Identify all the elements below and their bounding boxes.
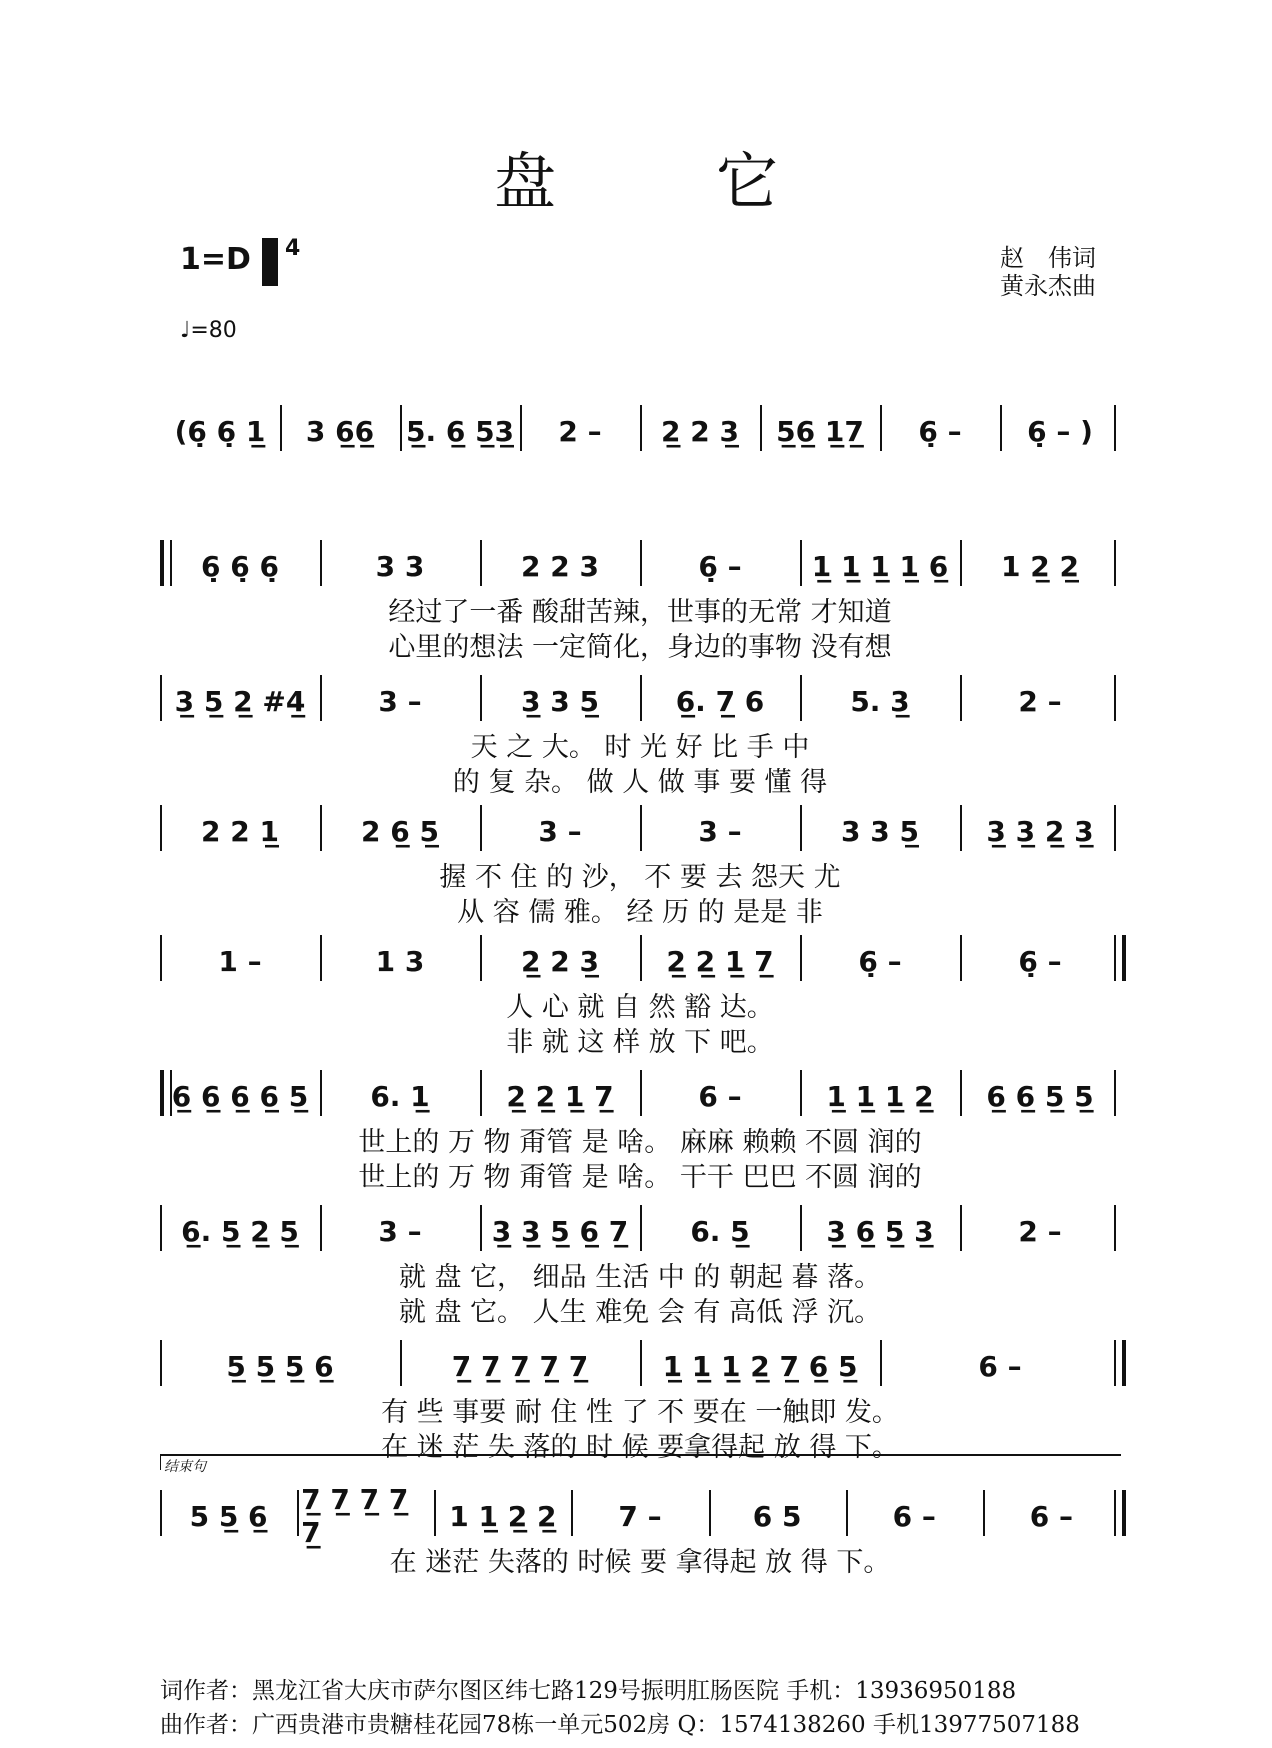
bar-line	[640, 1070, 642, 1116]
bar-line	[160, 1205, 162, 1251]
bar-line	[160, 1340, 162, 1386]
measure: 6̣ –	[698, 549, 742, 583]
measure: 6 –	[698, 1079, 742, 1113]
lyric-line: 的 复 杂。 做 人 做 事 要 懂 得	[452, 767, 828, 798]
measure: 2̲ 2̲ 1̲ 7̲	[506, 1079, 614, 1113]
measure: 6. 5̲	[690, 1214, 750, 1248]
lyric-line: 经过了一番 酸甜苦辣，世事的无常 才知道	[388, 597, 892, 628]
lyric-line: 从 容 儒 雅。 经 历 的 是是 非	[457, 897, 823, 928]
bar-line	[960, 1205, 962, 1251]
bar-line	[880, 405, 882, 451]
measure: 6̣ – )	[1027, 414, 1093, 448]
lyric-line: 就 盘 它。 人生 难免 会 有 高低 浮 沉。	[398, 1297, 882, 1328]
score-row	[0, 405, 1272, 535]
measure: 1̲ 1̲ 1̲ 1̲ 6̲	[811, 549, 949, 583]
bar-line	[640, 935, 642, 981]
lyricist-credit: 赵 伟词	[1000, 244, 1096, 272]
bar-line	[320, 935, 322, 981]
bar-line	[280, 405, 282, 451]
measure: 7̲ 7̲ 7̲ 7̲ 7̲	[451, 1349, 589, 1383]
coda-label: 结束句	[164, 1459, 206, 1475]
bar-line	[160, 805, 162, 851]
tempo-marking: ♩=80	[180, 318, 237, 343]
bar-line	[800, 540, 802, 586]
bar-line	[800, 675, 802, 721]
bar-line	[846, 1490, 848, 1536]
measure: 3̲ 3̲ 5̲ 6̲ 7̲	[491, 1214, 629, 1248]
measure: 1 1̲ 2̲ 2̲	[449, 1499, 557, 1533]
measure: 6̲. 5̲ 2̲ 5̲	[181, 1214, 299, 1248]
measure: 3 –	[538, 814, 582, 848]
measure: 5̲6̲ 1̲7̲	[776, 414, 864, 448]
bar-line	[960, 805, 962, 851]
bar-line	[800, 1205, 802, 1251]
measure: 5̲ 5̲ 5̲ 6̲	[226, 1349, 334, 1383]
measure: 1 3	[375, 944, 425, 978]
measure: 6 –	[892, 1499, 936, 1533]
song-title: 盘它	[493, 145, 938, 218]
composer-credit: 黄永杰曲	[1000, 272, 1096, 300]
bar-line	[1000, 405, 1002, 451]
measure: 6̲ 6̲ 5̲ 5̲	[986, 1079, 1094, 1113]
bar-line	[640, 1340, 642, 1386]
lyric-line: 非 就 这 样 放 下 吧。	[506, 1027, 774, 1058]
score-row	[0, 1205, 1272, 1335]
lyric-line: 天 之 大。 时 光 好 比 手 中	[470, 732, 810, 763]
bar-line	[297, 1490, 299, 1536]
score-row	[0, 805, 1272, 935]
measure: 6 –	[1029, 1499, 1074, 1533]
bar-line	[320, 1070, 322, 1116]
measure: 3 6̲6̲	[305, 414, 375, 448]
score-row	[0, 540, 1272, 670]
bar-line	[960, 935, 962, 981]
measure: 1̲ 1̲ 1̲ 2̲	[826, 1079, 934, 1113]
measure: 2 –	[1018, 684, 1062, 718]
lyric-line: 握 不 住 的 沙， 不 要 去 怨天 尤	[439, 862, 841, 893]
bar-line	[800, 1070, 802, 1116]
measure: 2 –	[1018, 1214, 1062, 1248]
lyric-line: 有 些 事要 耐 住 性 了 不 要在 一触即 发。	[381, 1397, 899, 1428]
lyric-line: 世上的 万 物 甭管 是 啥。 麻麻 赖赖 不圆 润的	[358, 1127, 922, 1158]
measure: 3 3 5̲	[841, 814, 919, 848]
measure: 2 2 3	[521, 549, 599, 583]
measure: 3̲ 6̲ 5̲ 3̲	[826, 1214, 934, 1248]
bar-line	[480, 1205, 482, 1251]
bar-line	[960, 675, 962, 721]
measure: 6̲. 7̲ 6	[675, 684, 765, 718]
key-signature: 1=D	[180, 242, 251, 277]
bar-line	[320, 805, 322, 851]
lyric-line: 在 迷茫 失落的 时候 要 拿得起 放 得 下。	[389, 1547, 891, 1578]
measure: 6 –	[978, 1349, 1022, 1383]
bar-line	[480, 805, 482, 851]
measure: 2 6̲ 5̲	[361, 814, 439, 848]
bar-line	[800, 805, 802, 851]
measure: 6̣ –	[858, 944, 902, 978]
bar-line	[320, 675, 322, 721]
measure: 3 –	[698, 814, 742, 848]
measure: 2̲ 2 3̲	[661, 414, 739, 448]
bar-line	[960, 1070, 962, 1116]
measure: 2̲ 2̲ 1̲ 7̲	[666, 944, 774, 978]
bar-line	[160, 935, 162, 981]
measure: 6 5	[752, 1499, 802, 1533]
measure: 5 5̲ 6̲	[189, 1499, 268, 1533]
bar-line	[571, 1490, 573, 1536]
bar-line	[480, 540, 482, 586]
score-row	[0, 935, 1272, 1065]
lyricist-info: 词作者：黑龙江省大庆市萨尔图区纬七路129号振明肛肠医院 手机：13936950188	[160, 1678, 1017, 1704]
bar-line	[983, 1490, 985, 1536]
measure: 3 –	[378, 1214, 422, 1248]
measure: 7̲ 7̲ 7̲ 7̲ 7̲	[301, 1483, 409, 1549]
lyric-line: 在 迷 茫 失 落的 时 候 要拿得起 放 得 下。	[381, 1432, 899, 1463]
measure: 6̣ –	[918, 414, 962, 448]
measure: 5̲. 6̲ 5̲3̲	[405, 414, 515, 448]
bar-line	[400, 1340, 402, 1386]
measure: 3 3	[375, 549, 425, 583]
measure: 2̲ 2 3̲	[521, 944, 599, 978]
bar-line	[760, 405, 762, 451]
measure: 6̲ 6̲ 6̲ 6̲ 5̲	[171, 1079, 309, 1113]
bar-line	[320, 1205, 322, 1251]
bar-line	[640, 675, 642, 721]
score-row	[0, 1340, 1272, 1470]
bar-line	[480, 935, 482, 981]
bar-line	[480, 675, 482, 721]
bar-line	[960, 540, 962, 586]
credits	[1000, 244, 1096, 300]
lyric-line: 心里的想法 一定简化，身边的事物 没有想	[388, 632, 892, 663]
measure: 3̲ 5̲ 2̲ #4̲	[174, 684, 306, 718]
measure: 3 –	[378, 684, 422, 718]
score-row	[0, 1070, 1272, 1200]
bar-line	[640, 405, 642, 451]
bar-line	[434, 1490, 436, 1536]
bar-line	[520, 405, 522, 451]
score-row	[0, 675, 1272, 805]
composer-info: 曲作者：广西贵港市贵糖桂花园78栋一单元502房 Q：1574138260 手机13977507188	[160, 1712, 1080, 1738]
measure: 1 –	[218, 944, 262, 978]
measure: 5. 3̲	[850, 684, 910, 718]
measure: (6̣ 6̣ 1̲	[174, 414, 266, 448]
bar-line	[640, 805, 642, 851]
bar-line	[400, 405, 402, 451]
measure: 2 –	[558, 414, 602, 448]
time-signature	[262, 238, 300, 260]
measure: 6̣ 6̣ 6̣	[201, 549, 279, 583]
lyric-line: 人 心 就 自 然 豁 达。	[506, 992, 774, 1023]
bar-line	[640, 540, 642, 586]
measure: 6. 1̲	[370, 1079, 430, 1113]
measure: 7 –	[618, 1499, 662, 1533]
measure: 1̲ 1̲ 1̲ 2̲ 7̲ 6̲ 5̲	[662, 1349, 858, 1383]
score-row	[0, 1483, 1272, 1620]
coda-bracket	[160, 1454, 1121, 1470]
bar-line	[640, 1205, 642, 1251]
time-bottom: 4	[284, 236, 301, 261]
bar-line	[320, 540, 322, 586]
bar-line	[709, 1490, 711, 1536]
measure: 3̲ 3̲ 2̲ 3̲	[986, 814, 1094, 848]
bar-line	[160, 675, 162, 721]
bar-line	[800, 935, 802, 981]
measure: 6̣ –	[1018, 944, 1062, 978]
lyric-line: 世上的 万 物 甭管 是 啥。 干干 巴巴 不圆 润的	[358, 1162, 922, 1193]
bar-line	[160, 1490, 162, 1536]
bar-line	[880, 1340, 882, 1386]
measure: 1 2̲ 2̲	[1001, 549, 1079, 583]
measure: 3̲ 3 5̲	[521, 684, 599, 718]
bar-line	[480, 1070, 482, 1116]
measure: 2 2 1̲	[201, 814, 279, 848]
lyric-line: 就 盘 它， 细品 生活 中 的 朝起 暮 落。	[398, 1262, 882, 1293]
